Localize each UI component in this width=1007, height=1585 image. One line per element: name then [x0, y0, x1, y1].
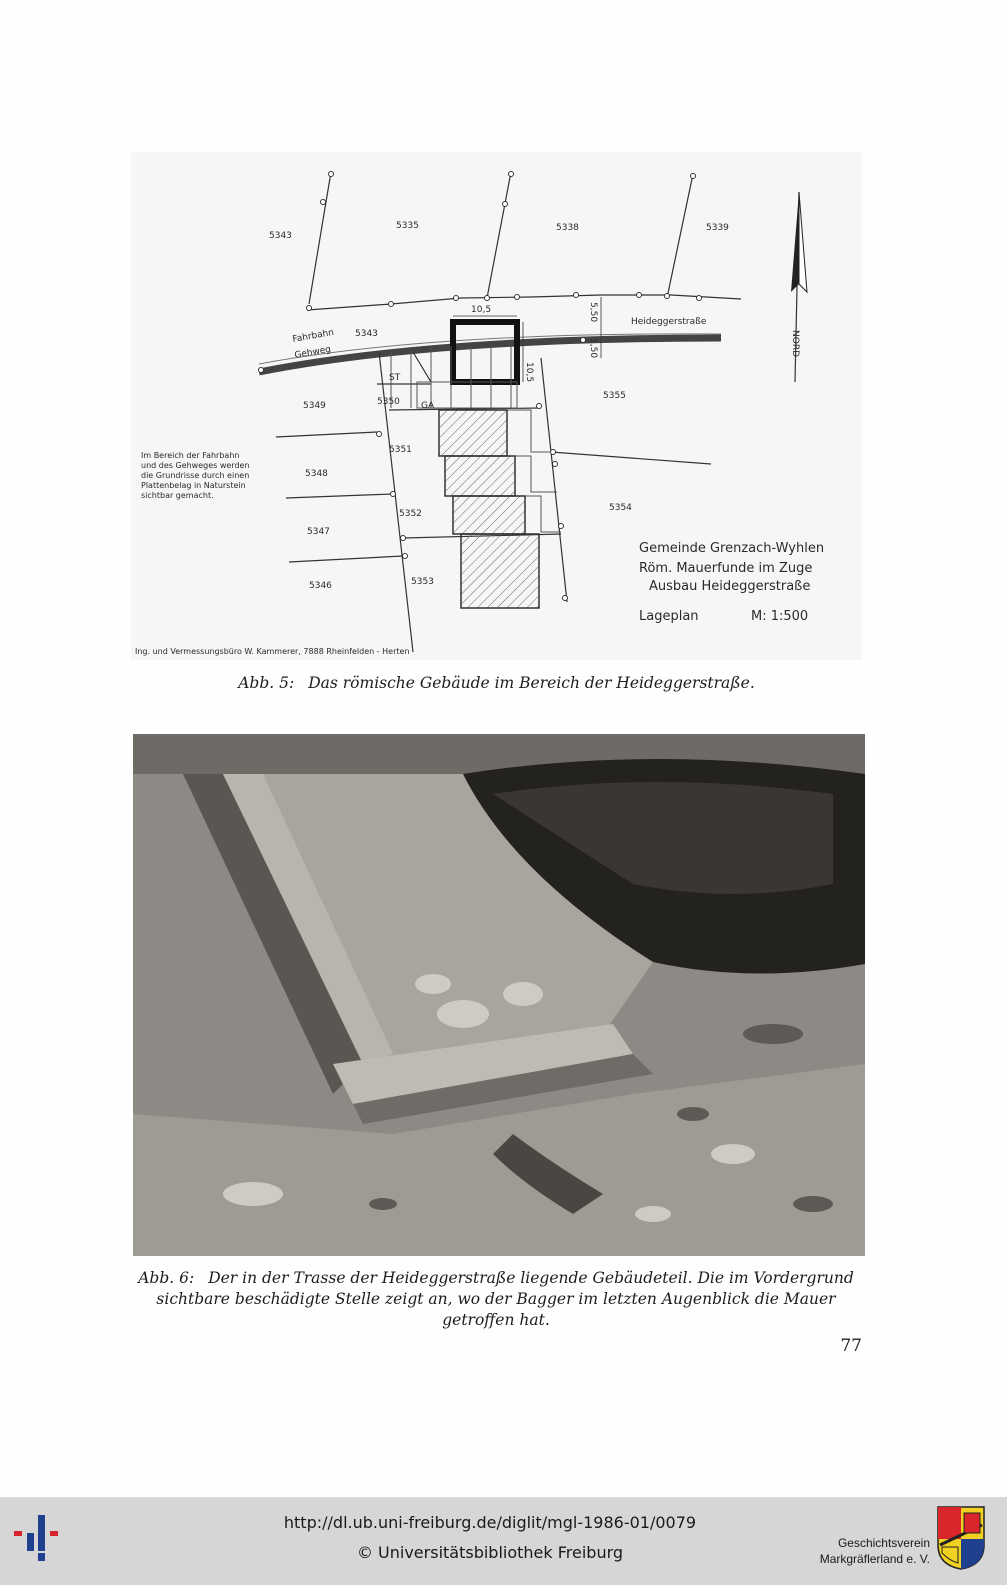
- note-line-1: Im Bereich der Fahrbahn: [141, 451, 240, 460]
- parcel-5350: 5350: [377, 397, 400, 407]
- figure-6-label: Abb. 6:: [138, 1269, 195, 1287]
- society-line-1: Geschichtsverein: [837, 1536, 930, 1550]
- parcel-5343-top: 5343: [269, 231, 292, 241]
- figure-6-caption-line-1-text: Der in der Trasse der Heideggerstraße liegende Gebäudeteil. Die im Vordergrund: [208, 1269, 854, 1287]
- excavation-photo: [133, 734, 865, 1256]
- figure-6-caption-line-2: sichtbare beschädigte Stelle zeigt an, wo der Bagger im letzten Augenblick die Mauer getroffen hat.: [156, 1290, 836, 1329]
- parcel-5346: 5346: [309, 581, 332, 591]
- parcel-5348: 5348: [305, 469, 328, 479]
- site-plan-figure: [131, 152, 862, 660]
- parcel-5354: 5354: [609, 503, 632, 513]
- note-line-5: sichtbar gemacht.: [141, 491, 214, 500]
- parcel-5338: 5338: [556, 223, 579, 233]
- figure-5-caption: [131, 674, 862, 692]
- label-fahrbahn: Fahrbahn: [291, 327, 335, 345]
- title-block-line-3: Ausbau Heideggerstraße: [649, 579, 811, 594]
- parcel-5355: 5355: [603, 391, 626, 401]
- title-block-line-1: Gemeinde Grenzach-Wyhlen: [639, 541, 825, 556]
- figure-5-caption-text: Das römische Gebäude im Bereich der Heideggerstraße.: [308, 674, 755, 692]
- parcel-5351: 5351: [389, 445, 412, 455]
- dim-side: 10,5: [524, 362, 534, 383]
- dim-top: 10,5: [471, 305, 492, 315]
- label-st: ST: [389, 373, 401, 383]
- document-url-link[interactable]: http://dl.ub.uni-freiburg.de/diglit/mgl-1986-01/0079: [283, 1513, 697, 1532]
- plan-type: Lageplan: [639, 609, 699, 624]
- label-ga: GA: [421, 401, 435, 411]
- viewer-footer: [0, 1497, 1007, 1585]
- figure-5-label: Abb. 5:: [238, 674, 295, 692]
- parcel-5339: 5339: [706, 223, 729, 233]
- note-line-3: die Grundrisse durch einen: [141, 471, 250, 480]
- plan-scale: M: 1:500: [751, 609, 809, 624]
- university-library-logo-icon: [14, 1509, 66, 1561]
- copyright-text: © Universitätsbibliothek Freiburg: [356, 1543, 624, 1562]
- label-gehweg: Gehweg: [293, 344, 332, 361]
- note-line-4: Plattenbelag in Naturstein: [141, 481, 246, 490]
- figure-6-caption-line-1: [120, 1268, 872, 1289]
- page-number: 77: [840, 1336, 862, 1356]
- site-plan-drawing: [131, 152, 862, 660]
- label-street: Heideggerstraße: [631, 317, 707, 327]
- parcel-5347: 5347: [307, 527, 330, 537]
- title-block-line-2: Röm. Mauerfunde im Zuge: [639, 561, 813, 576]
- excavation-photo-image: [133, 734, 865, 1256]
- parcel-5335: 5335: [396, 221, 419, 231]
- label-north: NORD: [790, 330, 800, 357]
- note-line-2: und des Gehweges werden: [141, 461, 250, 470]
- society-name: [770, 1535, 930, 1567]
- parcel-5349: 5349: [303, 401, 326, 411]
- dim-550: 5,50: [588, 302, 598, 323]
- parcel-5352: 5352: [399, 509, 422, 519]
- parcel-5353: 5353: [411, 577, 434, 587]
- society-line-2: Markgräflerland e. V.: [819, 1552, 930, 1566]
- figure-6-caption: [120, 1268, 872, 1331]
- dim-150: 1,50: [588, 338, 598, 359]
- society-crest-icon[interactable]: [936, 1505, 986, 1571]
- parcel-5343-road: 5343: [355, 329, 378, 339]
- plan-credit: Ing. und Vermessungsbüro W. Kammerer, 7888 Rheinfelden - Herten: [135, 647, 410, 656]
